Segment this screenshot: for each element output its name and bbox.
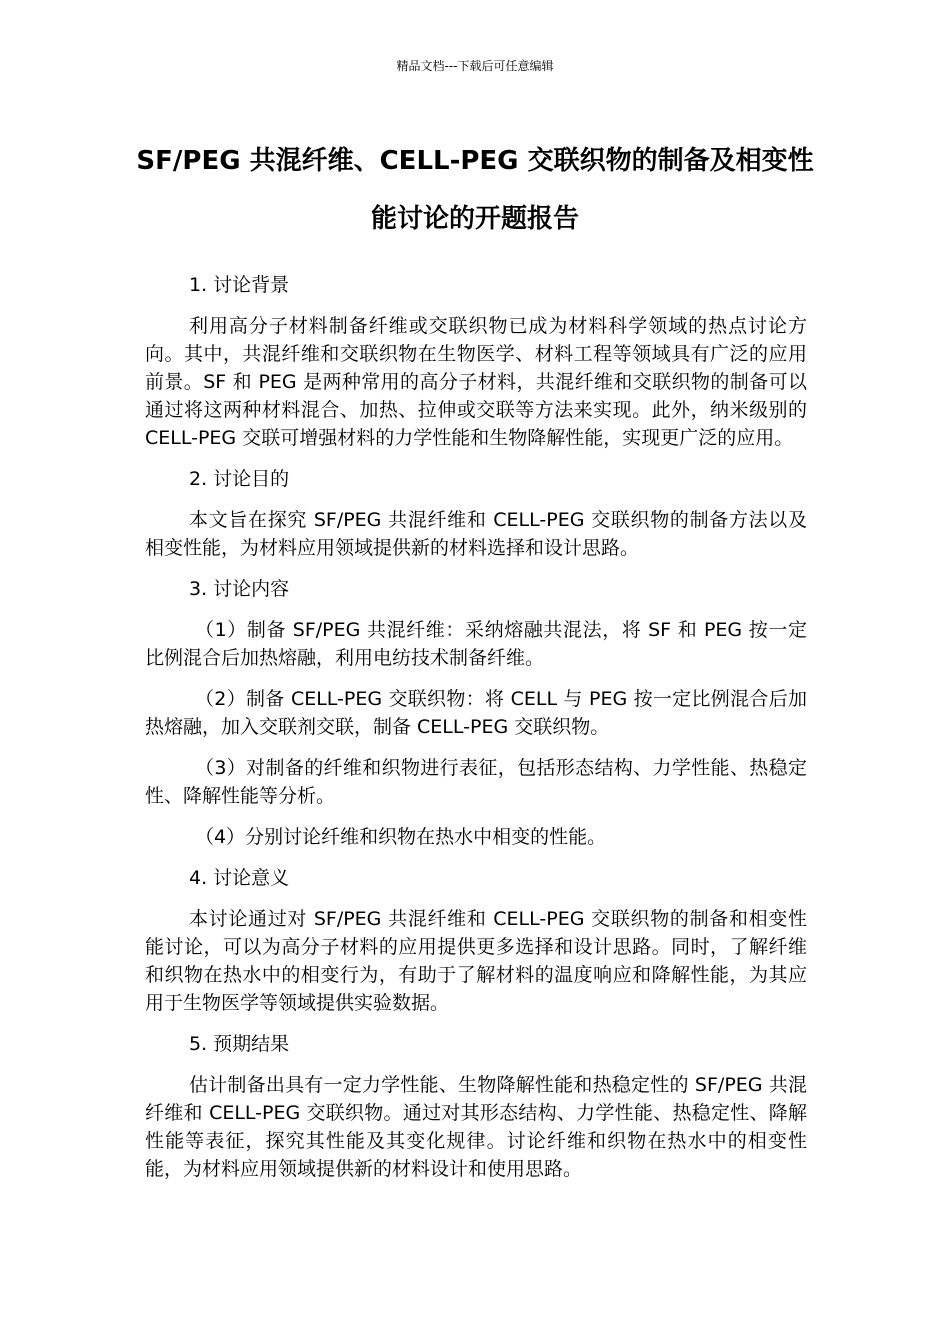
content-item-4: （4）分别讨论纤维和织物在热水中相变的性能。	[195, 826, 607, 848]
document-body	[145, 271, 807, 1196]
content-item-1: （1）制备 SF/PEG 共混纤维：采纳熔融共混法，将 SF 和 PEG 按一定比例混合后加热熔融，利用电纺技术制备纤维。	[145, 619, 807, 669]
section-paragraph-significance: 本讨论通过对 SF/PEG 共混纤维和 CELL-PEG 交联织物的制备和相变性能讨论，可以为高分子材料的应用提供更多选择和设计思路。同时，了解纤维和织物在热水中的相变行为，有助于了解材料的温度响应和降解性能，为其应用于生物医学等领域提供实验数据。	[145, 908, 807, 1014]
section-paragraph-purpose: 本文旨在探究 SF/PEG 共混纤维和 CELL-PEG 交联织物的制备方法以及相变性能，为材料应用领域提供新的材料选择和设计思路。	[145, 509, 807, 559]
section-heading-background: 1. 讨论背景	[189, 274, 290, 296]
section-paragraph-background: 利用高分子材料制备纤维或交联织物已成为材料科学领域的热点讨论方向。其中，共混纤维和交联织物在生物医学、材料工程等领域具有广泛的应用前景。SF 和 PEG 是两种常用的高分子材料，共混纤维和交联织物的制备可以通过将这两种材料混合、加热、拉伸或交联等方法来实现。此外，纳米级别的 CELL-PEG 交联可增强材料的力学性能和生物降解性能，实现更广泛的应用。	[145, 315, 807, 449]
header-note: 精品文档---下载后可任意编辑	[396, 59, 554, 73]
content-item-2: （2）制备 CELL-PEG 交联织物：将 CELL 与 PEG 按一定比例混合后加热熔融，加入交联剂交联，制备 CELL-PEG 交联织物。	[145, 688, 807, 738]
content-item-3: （3）对制备的纤维和织物进行表征，包括形态结构、力学性能、热稳定性、降解性能等分析。	[145, 757, 807, 807]
section-paragraph-expected-results: 估计制备出具有一定力学性能、生物降解性能和热稳定性的 SF/PEG 共混纤维和 CELL-PEG 交联织物。通过对其形态结构、力学性能、热稳定性、降解性能等表征，探究其性能及其变化规律。讨论纤维和织物在热水中的相变性能，为材料应用领域提供新的材料设计和使用思路。	[145, 1074, 807, 1180]
section-heading-content: 3. 讨论内容	[189, 578, 290, 600]
section-heading-purpose: 2. 讨论目的	[189, 468, 290, 490]
document-title: SF/PEG 共混纤维、CELL-PEG 交联织物的制备及相变性能讨论的开题报告	[136, 146, 814, 234]
section-heading-significance: 4. 讨论意义	[189, 867, 290, 889]
section-heading-expected-results: 5. 预期结果	[189, 1033, 290, 1055]
